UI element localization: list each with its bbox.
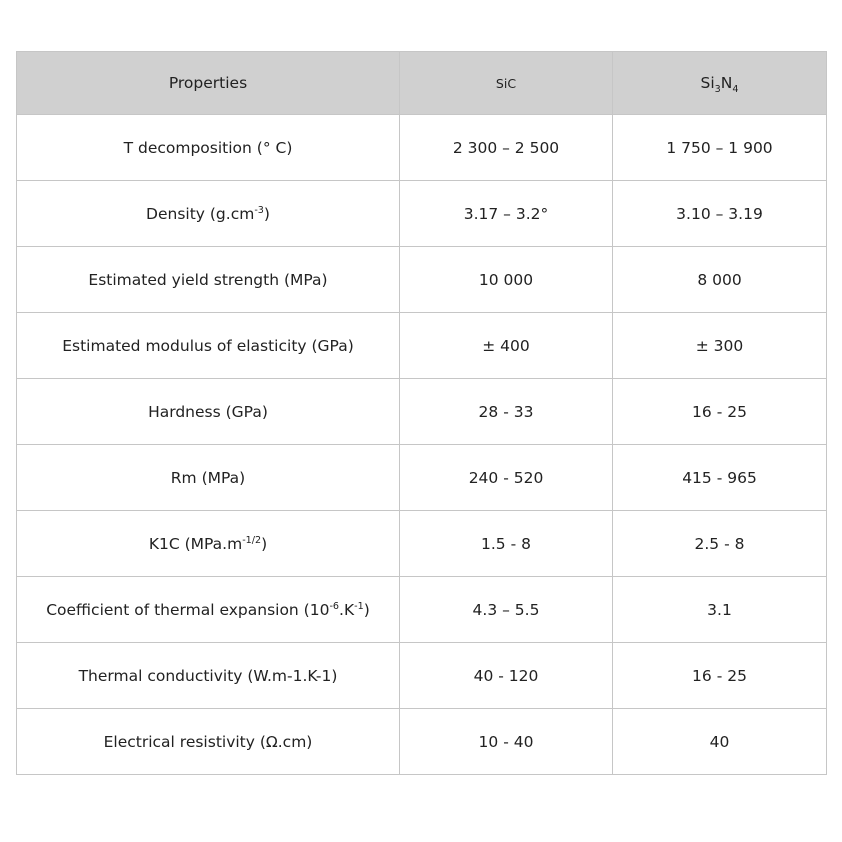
table-row bbox=[17, 181, 827, 247]
row-si3n4-value: ± 300 bbox=[613, 313, 827, 379]
row-sic-value: 2 300 – 2 500 bbox=[400, 115, 613, 181]
row-label-close: ) bbox=[363, 600, 370, 619]
row-label: Estimated yield strength (MPa) bbox=[17, 247, 400, 313]
table-row bbox=[17, 379, 827, 445]
row-sic-value: 240 - 520 bbox=[400, 445, 613, 511]
row-si3n4-value: 415 - 965 bbox=[613, 445, 827, 511]
row-sic-value: ± 400 bbox=[400, 313, 613, 379]
row-si3n4-value: 2.5 - 8 bbox=[613, 511, 827, 577]
row-label bbox=[17, 511, 400, 577]
row-label: Rm (MPa) bbox=[17, 445, 400, 511]
row-si3n4-value: 16 - 25 bbox=[613, 643, 827, 709]
row-label: Hardness (GPa) bbox=[17, 379, 400, 445]
row-label-superscript-2: -1 bbox=[354, 600, 364, 612]
row-label-close: ) bbox=[263, 204, 270, 223]
row-sic-value: 40 - 120 bbox=[400, 643, 613, 709]
row-label-text: Coefficient of thermal expansion (10 bbox=[46, 600, 330, 619]
row-label: Estimated modulus of elasticity (GPa) bbox=[17, 313, 400, 379]
table-row bbox=[17, 247, 827, 313]
header-si3n4-sub-4: 4 bbox=[732, 84, 739, 96]
row-label: Electrical resistivity (Ω.cm) bbox=[17, 709, 400, 775]
row-sic-value: 3.17 – 3.2° bbox=[400, 181, 613, 247]
row-si3n4-value: 3.10 – 3.19 bbox=[613, 181, 827, 247]
table-row bbox=[17, 709, 827, 775]
row-label bbox=[17, 577, 400, 643]
row-label-superscript: -3 bbox=[254, 204, 264, 216]
table-row bbox=[17, 445, 827, 511]
table-row bbox=[17, 643, 827, 709]
row-sic-value: 10 - 40 bbox=[400, 709, 613, 775]
row-label-superscript: -1/2 bbox=[242, 534, 262, 546]
row-label: T decomposition (° C) bbox=[17, 115, 400, 181]
row-sic-value: 4.3 – 5.5 bbox=[400, 577, 613, 643]
row-si3n4-value: 3.1 bbox=[613, 577, 827, 643]
row-si3n4-value: 16 - 25 bbox=[613, 379, 827, 445]
header-row bbox=[17, 52, 827, 115]
row-label-superscript: -6 bbox=[329, 600, 340, 612]
row-si3n4-value: 8 000 bbox=[613, 247, 827, 313]
row-si3n4-value: 40 bbox=[613, 709, 827, 775]
row-label: Thermal conductivity (W.m-1.K-1) bbox=[17, 643, 400, 709]
header-si3n4-sub-3: 3 bbox=[714, 84, 721, 96]
table-body bbox=[17, 115, 827, 775]
properties-table bbox=[16, 51, 827, 775]
row-sic-value: 1.5 - 8 bbox=[400, 511, 613, 577]
row-label-text: K1C (MPa.m bbox=[148, 534, 243, 553]
row-label-text: Density (g.cm bbox=[146, 204, 255, 223]
header-si3n4-n: N bbox=[720, 74, 733, 92]
table-row bbox=[17, 115, 827, 181]
row-label-close: ) bbox=[261, 534, 268, 553]
table-row bbox=[17, 511, 827, 577]
row-label-mid: .K bbox=[339, 600, 355, 619]
header-properties: Properties bbox=[17, 52, 400, 115]
header-si3n4 bbox=[613, 52, 827, 115]
row-si3n4-value: 1 750 – 1 900 bbox=[613, 115, 827, 181]
header-si3n4-si: Si bbox=[700, 74, 715, 92]
header-sic: SiC bbox=[400, 52, 613, 115]
row-label bbox=[17, 181, 400, 247]
row-sic-value: 28 - 33 bbox=[400, 379, 613, 445]
row-sic-value: 10 000 bbox=[400, 247, 613, 313]
table-row bbox=[17, 577, 827, 643]
table-row bbox=[17, 313, 827, 379]
table-header bbox=[17, 52, 827, 115]
